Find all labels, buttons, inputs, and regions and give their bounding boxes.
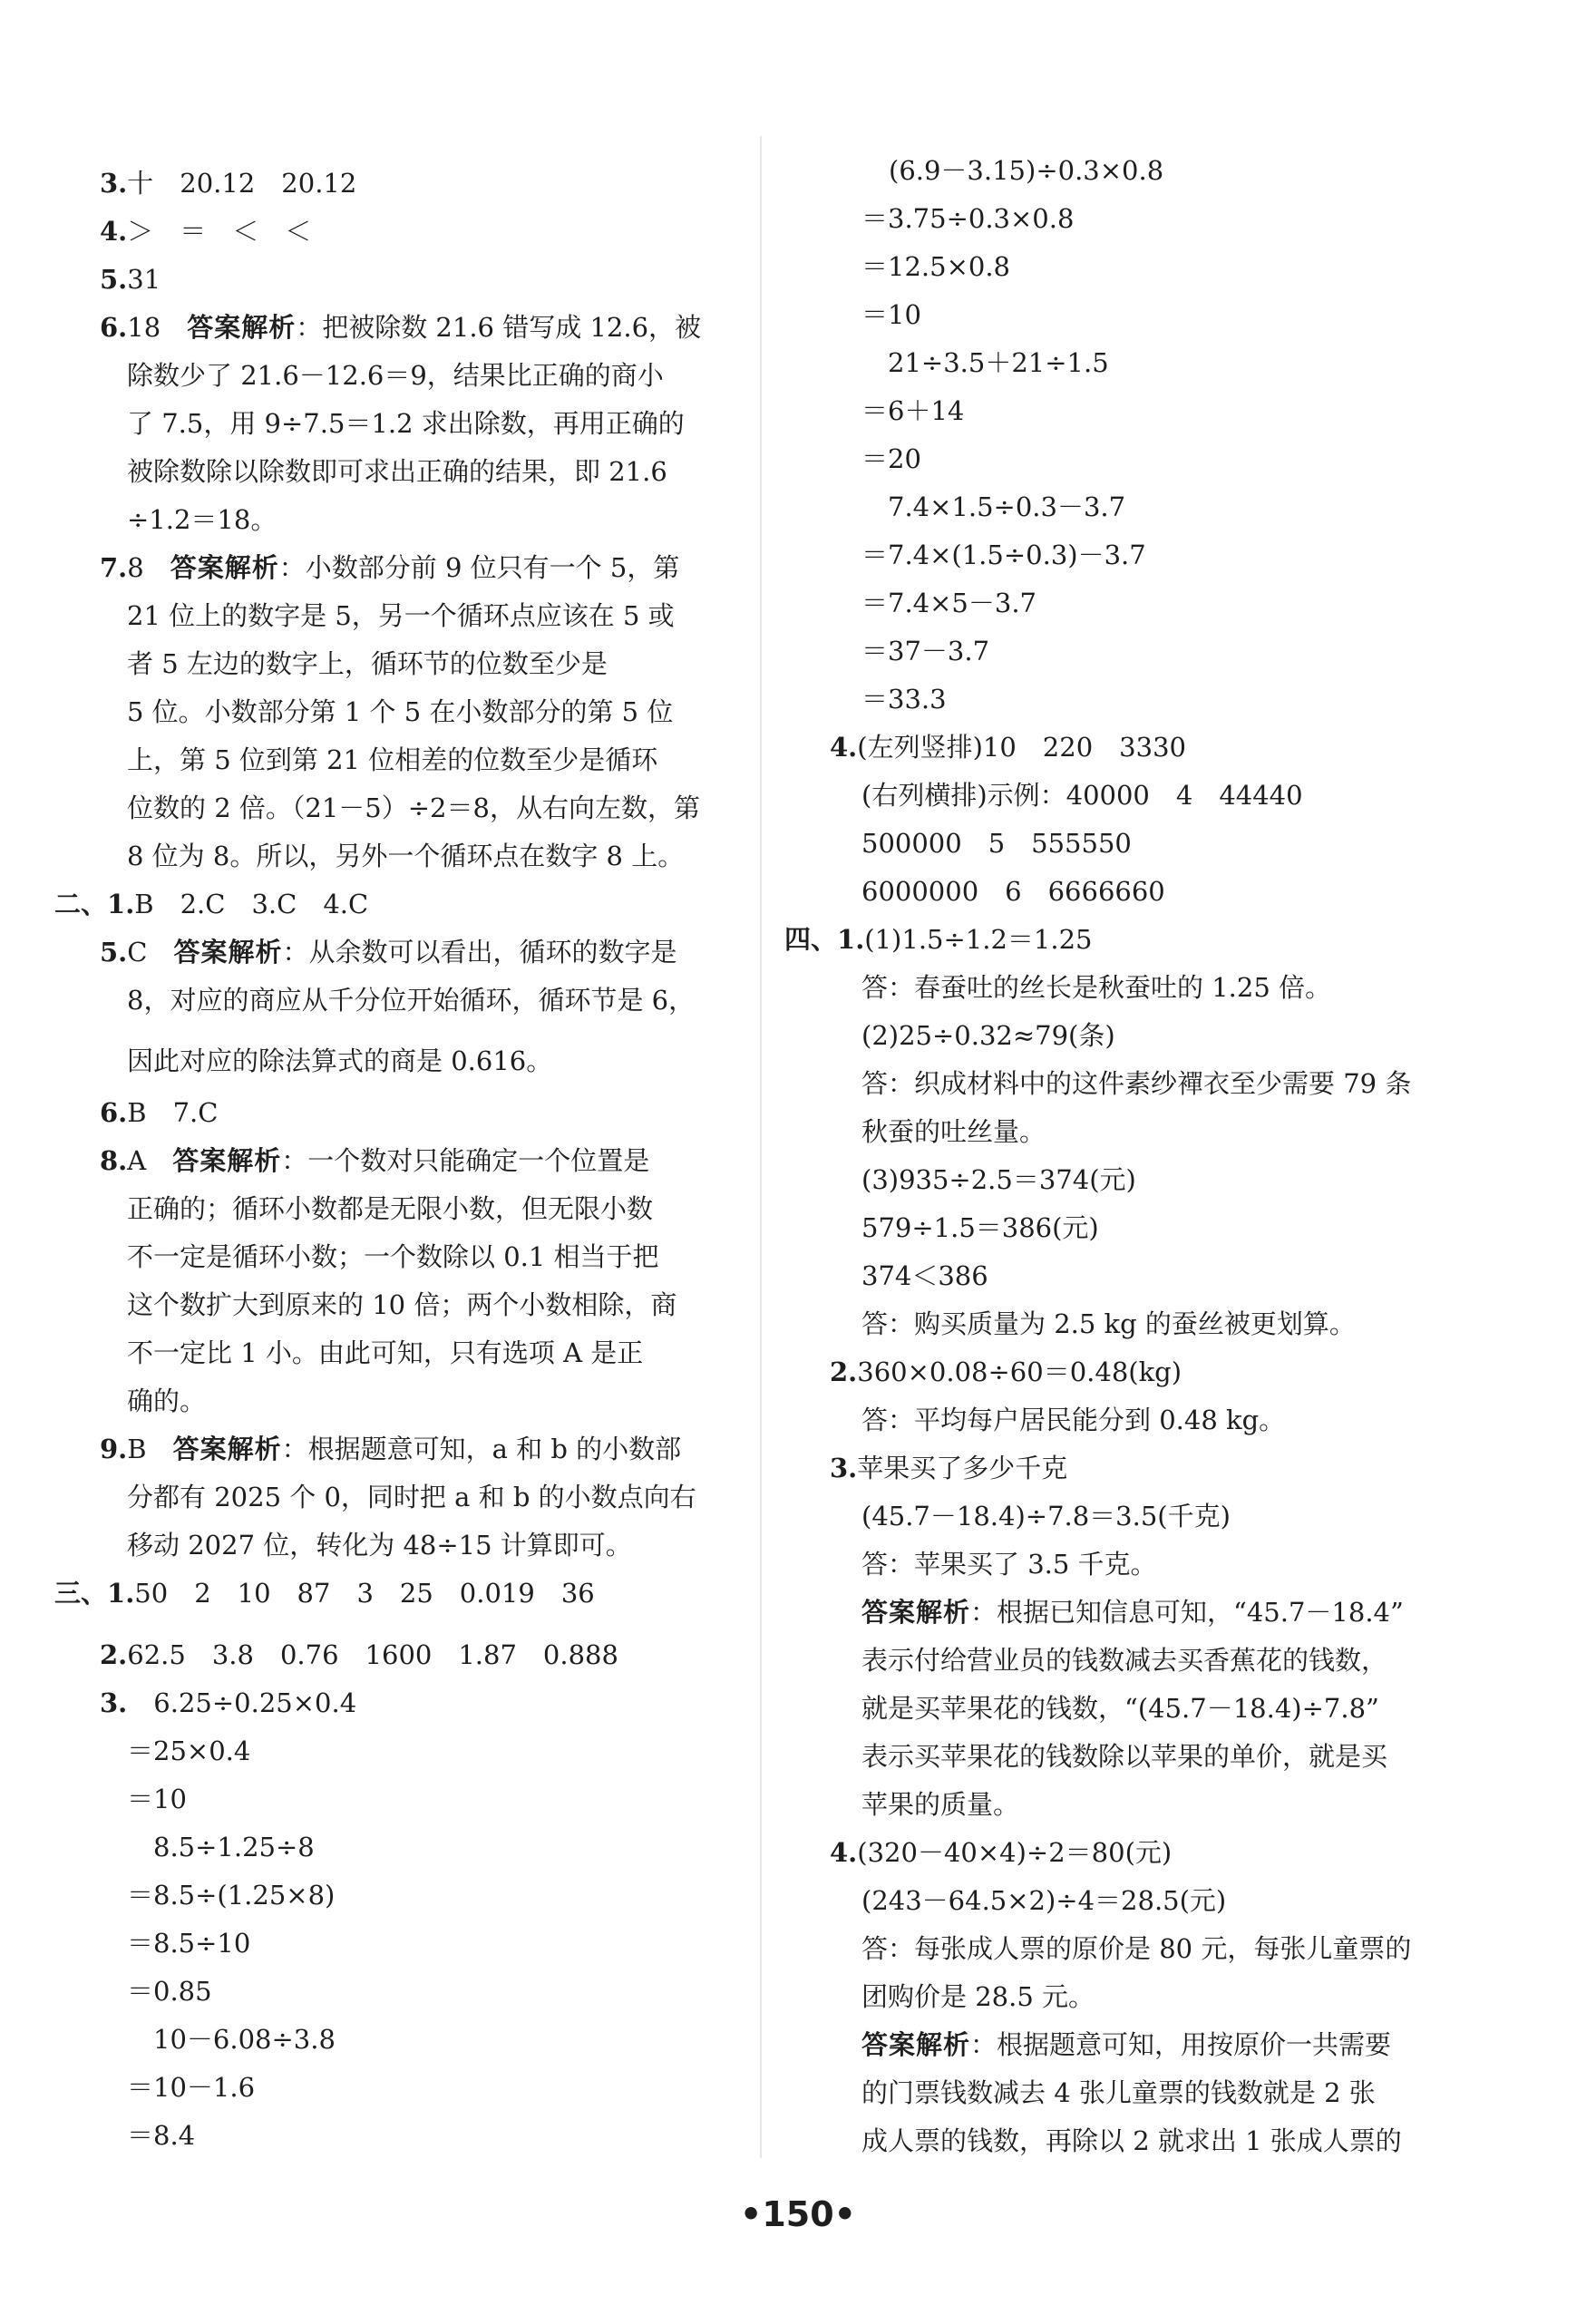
text-line: 答：春蚕吐的丝长是秋蚕吐的 1.25 倍。	[861, 972, 1332, 1003]
text-line: 除数少了 21.6－12.6＝9，结果比正确的商小	[127, 360, 664, 391]
text-line: 表示付给营业员的钱数减去买香蕉花的钱数，	[861, 1645, 1388, 1676]
text-line: 8，对应的商应从千分位开始循环，循环节是 6，	[127, 985, 696, 1016]
text-line: (243－64.5×2)÷4＝28.5(元)	[861, 1885, 1227, 1916]
text-line: 374＜386	[861, 1260, 988, 1291]
text-line: 21 位上的数字是 5，另一个循环点应该在 5 或	[127, 600, 675, 631]
text-line: 答：每张成人票的原价是 80 元，每张儿童票的	[861, 1933, 1412, 1964]
text-line: ＝7.4×5－3.7	[861, 588, 1036, 618]
text-line: 答：织成材料中的这件素纱襌衣至少需要 79 条	[861, 1068, 1412, 1099]
answer-line: 6.18 答案解析：把被除数 21.6 错写成 12.6，被	[100, 312, 702, 343]
text-line: 不一定是循环小数；一个数除以 0.1 相当于把	[127, 1241, 659, 1272]
answer-line: 3.苹果买了多少千克	[830, 1453, 1068, 1483]
text-line: (2)25÷0.32≈79(条)	[861, 1020, 1115, 1051]
analysis-line: 答案解析：根据已知信息可知，“45.7－18.4”	[861, 1597, 1404, 1628]
text-line: 这个数扩大到原来的 10 倍；两个小数相除，商	[127, 1289, 677, 1320]
text-line: ＝25×0.4	[127, 1736, 251, 1766]
text-line: 6000000 6 6666660	[861, 876, 1165, 907]
text-line: ＝10－1.6	[127, 2072, 256, 2103]
answer-line: 5.31	[100, 264, 161, 295]
section-line: 三、1.50 2 10 87 3 25 0.019 36	[54, 1578, 595, 1609]
text-line: (右列横排)示例：40000 4 44440	[861, 780, 1303, 811]
text-line: ＝8.5÷10	[127, 1928, 251, 1959]
text-line: 的门票钱数减去 4 张儿童票的钱数就是 2 张	[861, 2077, 1376, 2108]
text-line: ＝0.85	[127, 1976, 212, 2007]
text-line: 移动 2027 位，转化为 48÷15 计算即可。	[127, 1530, 632, 1561]
text-line: 表示买苹果花的钱数除以苹果的单价，就是买	[861, 1741, 1388, 1772]
answer-line: 7.8 答案解析：小数部分前 9 位只有一个 5，第	[100, 552, 680, 583]
text-line: 确的。	[127, 1386, 207, 1416]
text-line: 10－6.08÷3.8	[127, 2024, 336, 2055]
text-line: ＝10	[861, 299, 921, 330]
text-line: ＝8.4	[127, 2120, 196, 2151]
answer-line: 3. 6.25÷0.25×0.4	[100, 1687, 357, 1718]
text-line: 答：平均每户居民能分到 0.48 kg。	[861, 1405, 1286, 1435]
text-line: 7.4×1.5÷0.3－3.7	[861, 491, 1126, 522]
answer-line: 4.(320－40×4)÷2＝80(元)	[830, 1837, 1173, 1868]
answer-line: 2.360×0.08÷60＝0.48(kg)	[830, 1356, 1182, 1387]
text-line: 21÷3.5＋21÷1.5	[861, 347, 1109, 378]
answer-line: 9.B 答案解析：根据题意可知，a 和 b 的小数部	[100, 1434, 682, 1464]
text-line: 579÷1.5＝386(元)	[861, 1212, 1099, 1243]
section-line: 四、1.(1)1.5÷1.2＝1.25	[784, 924, 1093, 955]
text-line: ＝10	[127, 1784, 187, 1814]
text-line: (3)935÷2.5＝374(元)	[861, 1164, 1136, 1195]
text-line: ＝7.4×(1.5÷0.3)－3.7	[861, 540, 1146, 570]
text-line: ＝6＋14	[861, 395, 965, 426]
answer-line: 5.C 答案解析：从余数可以看出，循环的数字是	[100, 937, 677, 968]
text-line: 分都有 2025 个 0，同时把 a 和 b 的小数点向右	[127, 1482, 696, 1512]
text-line: ＝20	[861, 443, 921, 474]
analysis-line: 答案解析：根据题意可知，用按原价一共需要	[861, 2029, 1392, 2060]
text-line: 秋蚕的吐丝量。	[861, 1116, 1046, 1147]
answer-line: 4.(左列竖排)10 220 3330	[830, 732, 1186, 763]
text-line: 因此对应的除法算式的商是 0.616。	[127, 1045, 553, 1076]
column-divider	[760, 136, 762, 2158]
text-line: 8.5÷1.25÷8	[127, 1832, 315, 1862]
text-line: 答：购买质量为 2.5 kg 的蚕丝被更划算。	[861, 1308, 1356, 1339]
text-line: 答：苹果买了 3.5 千克。	[861, 1549, 1157, 1580]
text-line: 500000 5 555550	[861, 828, 1132, 859]
text-line: ＝37－3.7	[861, 636, 990, 666]
text-line: 就是买苹果花的钱数，“(45.7－18.4)÷7.8”	[861, 1693, 1379, 1724]
answer-line: 2.62.5 3.8 0.76 1600 1.87 0.888	[100, 1639, 618, 1670]
text-line: 8 位为 8。所以，另外一个循环点在数字 8 上。	[127, 841, 685, 871]
text-line: ÷1.2＝18。	[127, 504, 277, 535]
text-line: 成人票的钱数，再除以 2 就求出 1 张成人票的	[861, 2125, 1402, 2156]
text-line: ＝3.75÷0.3×0.8	[861, 203, 1075, 234]
text-line: 团购价是 28.5 元。	[861, 1981, 1095, 2012]
text-line: 了 7.5，用 9÷7.5＝1.2 求出除数，再用正确的	[127, 408, 685, 439]
page-number: •150•	[740, 2194, 856, 2234]
answer-line: 4.＞ ＝ ＜ ＜	[100, 216, 312, 247]
answer-line: 6.B 7.C	[100, 1097, 219, 1128]
text-line: 5 位。小数部分第 1 个 5 在小数部分的第 5 位	[127, 696, 674, 727]
text-line: ＝8.5÷(1.25×8)	[127, 1880, 336, 1911]
section-line: 二、1.B 2.C 3.C 4.C	[54, 889, 369, 919]
text-line: 苹果的质量。	[861, 1789, 1020, 1820]
text-line: 者 5 左边的数字上，循环节的位数至少是	[127, 648, 608, 679]
answer-line: 3.十 20.12 20.12	[100, 168, 357, 199]
text-line: 正确的；循环小数都是无限小数，但无限小数	[127, 1193, 654, 1224]
text-line: (6.9－3.15)÷0.3×0.8	[889, 155, 1164, 186]
text-line: ＝33.3	[861, 684, 947, 715]
text-line: 位数的 2 倍。（21－5）÷2＝8，从右向左数，第	[127, 792, 700, 823]
text-line: (45.7－18.4)÷7.8＝3.5(千克)	[861, 1501, 1231, 1532]
text-line: 被除数除以除数即可求出正确的结果，即 21.6	[127, 456, 667, 487]
answer-line: 8.A 答案解析：一个数对只能确定一个位置是	[100, 1145, 650, 1176]
text-line: 不一定比 1 小。由此可知，只有选项 A 是正	[127, 1337, 644, 1368]
text-line: ＝12.5×0.8	[861, 251, 1010, 282]
text-line: 上，第 5 位到第 21 位相差的位数至少是循环	[127, 744, 658, 775]
